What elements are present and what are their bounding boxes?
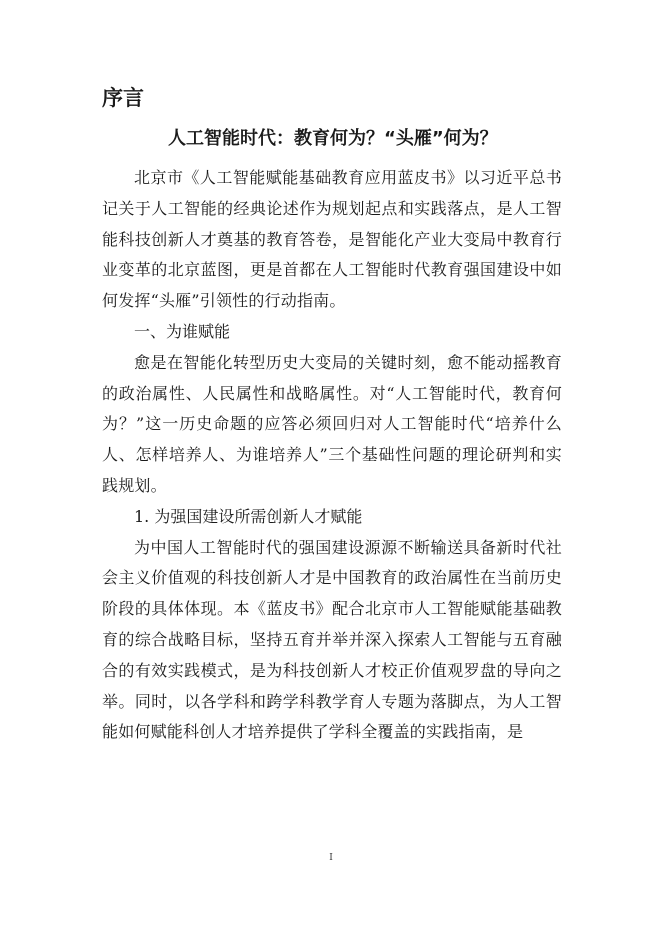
page-number: I <box>329 853 333 863</box>
paragraph-innovation-talent: 为中国人工智能时代的强国建设源源不断输送具备新时代社会主义价值观的科技创新人才是中国教育的政治属性在当前历史阶段的具体体现。本《蓝皮书》配合北京市人工智能赋能基础教育的综合战略目标，坚持五育并举并深入探索人工智能与五育融合的有效实践模式，是为科技创新人才校正价值观罗盘的导向之举。同时，以各学科和跨学科教学育人专题为落脚点，为人工智能如何赋能科创人才培养提供了学科全覆盖的实践指南，是 <box>102 537 562 742</box>
paragraph-intro: 北京市《人工智能赋能基础教育应用蓝皮书》以习近平总书记关于人工智能的经典论述作为规划起点和实践落点，是人工智能科技创新人才奠基的教育答卷，是智能化产业大变局中教育行业变革的北京蓝图，更是首都在人工智能时代教育强国建设中如何发挥“头雁”引领性的行动指南。 <box>102 168 562 311</box>
main-title: 人工智能时代：教育何为？“头雁”何为？ <box>168 128 498 149</box>
paragraph-for-whom: 愈是在智能化转型历史大变局的关键时刻，愈不能动摇教育的政治属性、人民属性和战略属性。对“人工智能时代，教育何为？”这一历史命题的应答必须回归对人工智能时代“培养什么人、怎样培养人、为谁培养人”三个基础性问题的理论研判和实践规划。 <box>102 352 562 495</box>
body-text <box>102 163 562 748</box>
section-title: 序言 <box>102 86 144 110</box>
heading-innovation-talent: 1. 为强国建设所需创新人才赋能 <box>134 506 363 526</box>
heading-for-whom: 一、为谁赋能 <box>134 321 231 341</box>
